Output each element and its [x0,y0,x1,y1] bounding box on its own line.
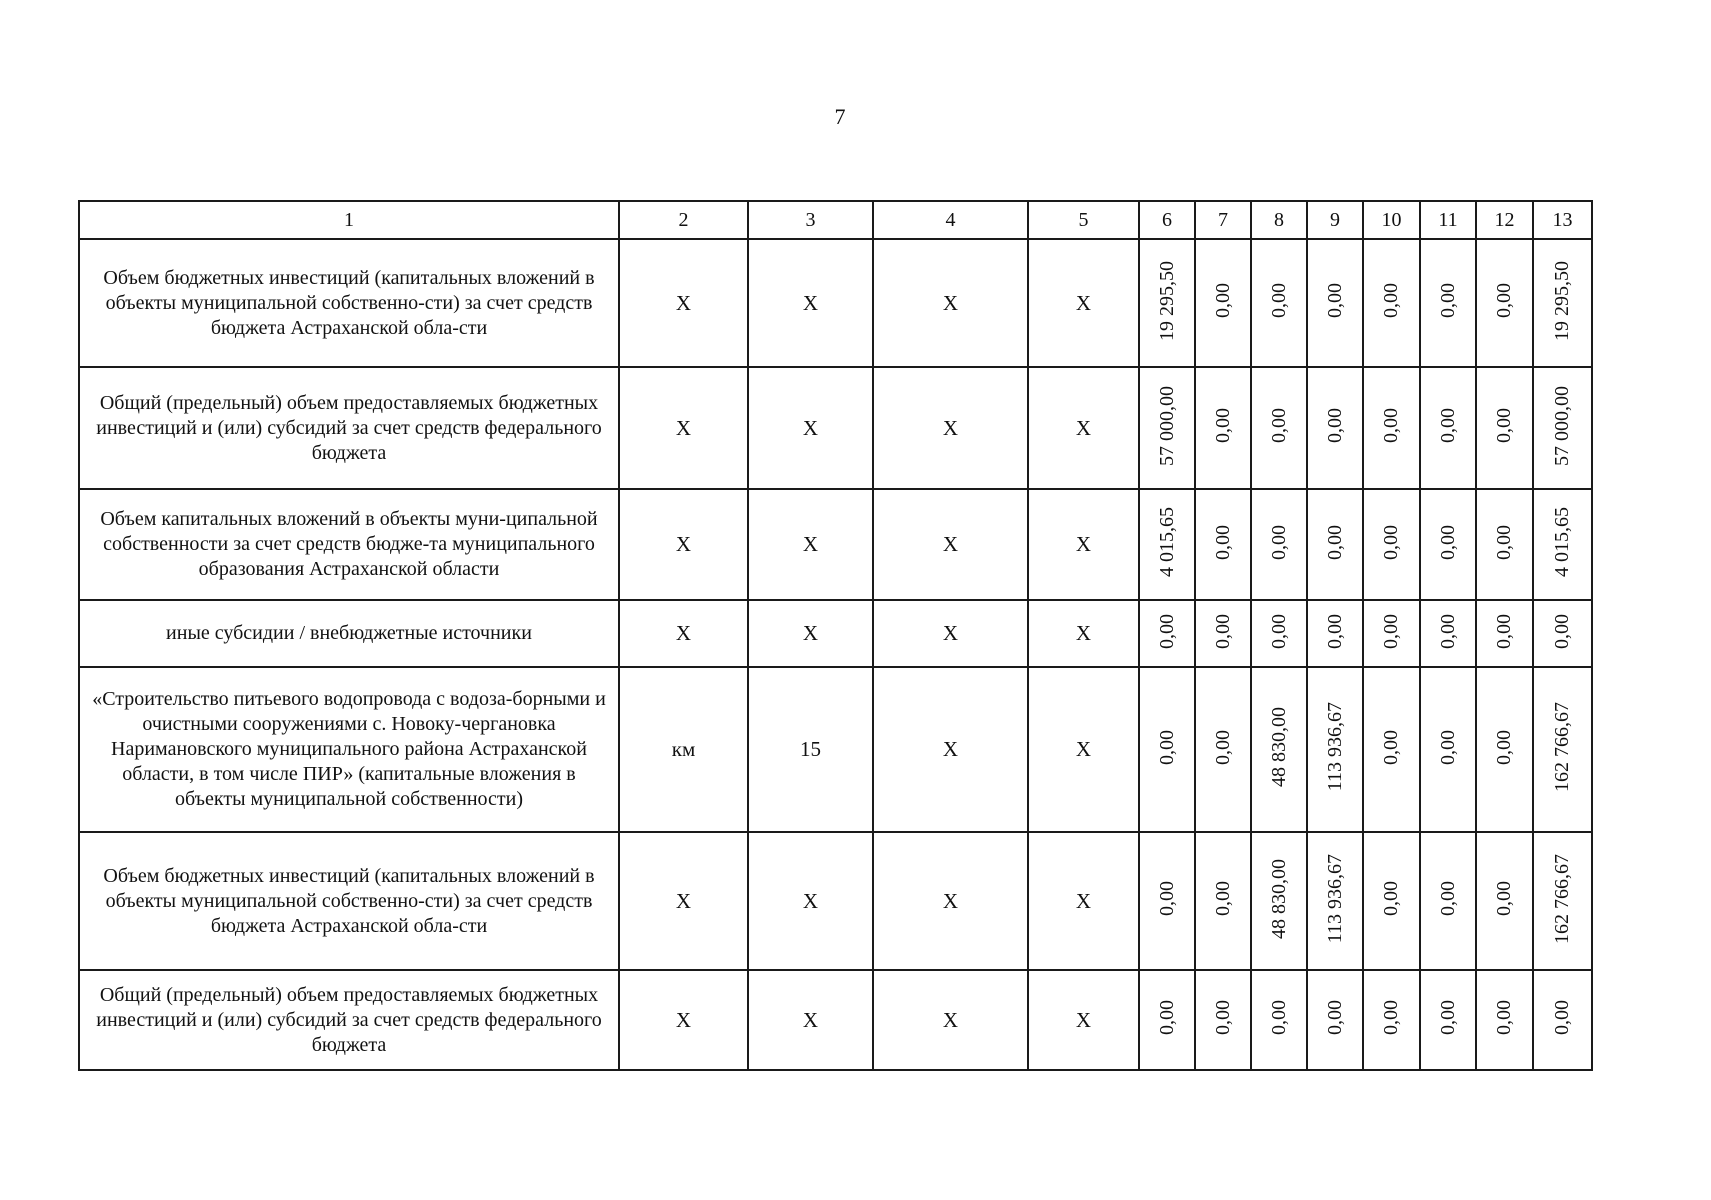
header-cell: 6 [1139,201,1195,239]
header-cell: 5 [1028,201,1139,239]
value-cell [1251,600,1307,667]
value-text: 0,00 [1211,1000,1234,1035]
value-cell [1420,600,1476,667]
value-cell [1476,600,1533,667]
col5-cell: Х [1028,667,1139,832]
unit-cell: Х [619,970,748,1070]
value-cell [1533,667,1592,832]
col5-cell: Х [1028,489,1139,600]
value-cell [1363,489,1420,600]
value-text: 0,00 [1155,1000,1178,1035]
value-cell [1251,832,1307,970]
col4-cell: Х [873,667,1028,832]
value-text: 0,00 [1155,881,1178,916]
value-text: 4 015,65 [1155,507,1178,577]
value-text: 0,00 [1323,283,1346,318]
header-row [79,201,1592,239]
value-cell [1533,600,1592,667]
value-text: 0,00 [1493,613,1515,649]
header-cell: 4 [873,201,1028,239]
value-cell [1139,667,1195,832]
value-text: 0,00 [1436,524,1459,560]
quantity-cell: Х [748,489,873,600]
table-row [79,489,1592,600]
row-description: Общий (предельный) объем предоставляемых бюджетных инвестиций и (или) субсидий за счет средств федерального бюджета [79,367,619,489]
value-cell [1307,367,1363,489]
value-cell [1307,970,1363,1070]
value-cell [1139,600,1195,667]
value-cell [1533,832,1592,970]
value-text: 0,00 [1436,729,1459,765]
value-cell [1363,600,1420,667]
unit-cell: Х [619,832,748,970]
value-text: 57 000,00 [1155,385,1178,466]
value-cell [1139,970,1195,1070]
value-text: 19 295,50 [1155,260,1178,341]
col4-cell: Х [873,239,1028,367]
value-text: 0,00 [1211,524,1234,560]
value-cell [1476,489,1533,600]
value-text: 0,00 [1155,729,1178,765]
value-text: 0,00 [1493,1000,1515,1035]
header-cell: 8 [1251,201,1307,239]
value-text: 162 766,67 [1551,853,1573,944]
value-text: 113 936,67 [1323,853,1346,944]
value-cell [1363,239,1420,367]
value-cell [1251,489,1307,600]
value-text: 0,00 [1436,613,1459,649]
value-cell [1476,832,1533,970]
value-text: 0,00 [1267,408,1290,443]
unit-cell: Х [619,239,748,367]
col4-cell: Х [873,489,1028,600]
value-text: 0,00 [1380,1000,1402,1035]
header-cell: 11 [1420,201,1476,239]
value-cell [1476,970,1533,1070]
value-text: 4 015,65 [1551,507,1573,577]
quantity-cell: Х [748,239,873,367]
header-cell: 1 [79,201,619,239]
value-text: 0,00 [1380,524,1402,560]
table-row [79,832,1592,970]
value-cell [1420,239,1476,367]
value-cell [1195,367,1251,489]
value-text: 48 830,00 [1267,858,1290,939]
value-text: 0,00 [1267,283,1290,318]
value-text: 0,00 [1493,283,1515,318]
value-text: 0,00 [1436,283,1459,318]
col5-cell: Х [1028,600,1139,667]
value-cell [1363,367,1420,489]
table-row [79,970,1592,1070]
table-row [79,667,1592,832]
table-row [79,600,1592,667]
header-cell: 2 [619,201,748,239]
value-text: 0,00 [1493,881,1515,916]
value-cell [1420,667,1476,832]
row-description: иные субсидии / внебюджетные источники [79,600,619,667]
value-text: 0,00 [1380,881,1402,916]
value-cell [1420,489,1476,600]
value-text: 0,00 [1323,524,1346,560]
header-cell: 13 [1533,201,1592,239]
value-cell [1251,367,1307,489]
col4-cell: Х [873,832,1028,970]
col5-cell: Х [1028,832,1139,970]
value-cell [1533,970,1592,1070]
header-cell: 10 [1363,201,1420,239]
value-text: 0,00 [1211,408,1234,443]
value-text: 57 000,00 [1551,385,1573,466]
value-cell [1533,367,1592,489]
value-text: 0,00 [1211,881,1234,916]
value-cell [1307,667,1363,832]
value-text: 162 766,67 [1551,702,1573,792]
value-text: 0,00 [1211,613,1234,649]
value-text: 0,00 [1551,1000,1573,1035]
row-description: Объем бюджетных инвестиций (капитальных вложений в объекты муниципальной собственно-сти) за счет средств бюджета Астраханской обла-сти [79,239,619,367]
value-cell [1139,367,1195,489]
value-cell [1476,367,1533,489]
value-text: 0,00 [1155,613,1178,649]
value-text: 19 295,50 [1551,260,1573,341]
value-text: 0,00 [1380,729,1402,765]
value-cell [1307,832,1363,970]
quantity-cell: Х [748,970,873,1070]
unit-cell: Х [619,600,748,667]
quantity-cell: Х [748,367,873,489]
value-cell [1195,239,1251,367]
col4-cell: Х [873,600,1028,667]
value-text: 0,00 [1493,729,1515,765]
value-text: 0,00 [1323,613,1346,649]
header-cell: 12 [1476,201,1533,239]
value-cell [1363,970,1420,1070]
value-text: 0,00 [1267,613,1290,649]
table-row [79,239,1592,367]
value-text: 0,00 [1267,1000,1290,1035]
value-cell [1139,832,1195,970]
quantity-cell: Х [748,600,873,667]
value-text: 0,00 [1380,613,1402,649]
unit-cell: км [619,667,748,832]
header-cell: 3 [748,201,873,239]
quantity-cell: 15 [748,667,873,832]
value-cell [1251,239,1307,367]
value-text: 0,00 [1211,283,1234,318]
col4-cell: Х [873,367,1028,489]
row-description: Объем капитальных вложений в объекты муни-ципальной собственности за счет средств бюдже-та муниципального образования Астраханской области [79,489,619,600]
value-text: 0,00 [1323,408,1346,443]
value-cell [1533,239,1592,367]
value-text: 0,00 [1380,408,1402,443]
value-cell [1195,832,1251,970]
value-text: 0,00 [1267,524,1290,560]
value-text: 0,00 [1323,1000,1346,1035]
value-cell [1195,600,1251,667]
value-cell [1251,667,1307,832]
col5-cell: Х [1028,367,1139,489]
col5-cell: Х [1028,239,1139,367]
value-cell [1139,239,1195,367]
table-row [79,367,1592,489]
value-cell [1363,667,1420,832]
header-cell: 9 [1307,201,1363,239]
unit-cell: Х [619,367,748,489]
value-cell [1307,489,1363,600]
value-cell [1420,367,1476,489]
value-cell [1476,667,1533,832]
value-text: 48 830,00 [1267,707,1290,787]
unit-cell: Х [619,489,748,600]
page-number: 7 [834,104,846,129]
col5-cell: Х [1028,970,1139,1070]
value-text: 0,00 [1436,408,1459,443]
value-text: 0,00 [1211,729,1234,765]
value-cell [1307,239,1363,367]
value-cell [1139,489,1195,600]
value-cell [1420,832,1476,970]
value-text: 113 936,67 [1323,702,1346,792]
value-cell [1195,970,1251,1070]
value-text: 0,00 [1493,408,1515,443]
value-cell [1363,832,1420,970]
row-description: Общий (предельный) объем предоставляемых бюджетных инвестиций и (или) субсидий за счет средств федерального бюджета [79,970,619,1070]
value-text: 0,00 [1551,613,1573,649]
value-cell [1420,970,1476,1070]
value-cell [1307,600,1363,667]
col4-cell: Х [873,970,1028,1070]
value-cell [1251,970,1307,1070]
quantity-cell: Х [748,832,873,970]
value-text: 0,00 [1436,1000,1459,1035]
value-text: 0,00 [1436,881,1459,916]
value-text: 0,00 [1493,524,1515,560]
row-description: Объем бюджетных инвестиций (капитальных вложений в объекты муниципальной собственно-сти) за счет средств бюджета Астраханской обла-сти [79,832,619,970]
budget-table [78,200,1593,1071]
row-description: «Строительство питьевого водопровода с водоза-борными и очистными сооружениями с. Новоку-черганoвка Наримановского муниципального района Астраханской области, в том числе ПИР» (капитальные вложения в объекты муниципальной собственности) [79,667,619,832]
value-cell [1195,489,1251,600]
value-text: 0,00 [1380,283,1402,318]
value-cell [1476,239,1533,367]
header-cell: 7 [1195,201,1251,239]
value-cell [1195,667,1251,832]
value-cell [1533,489,1592,600]
